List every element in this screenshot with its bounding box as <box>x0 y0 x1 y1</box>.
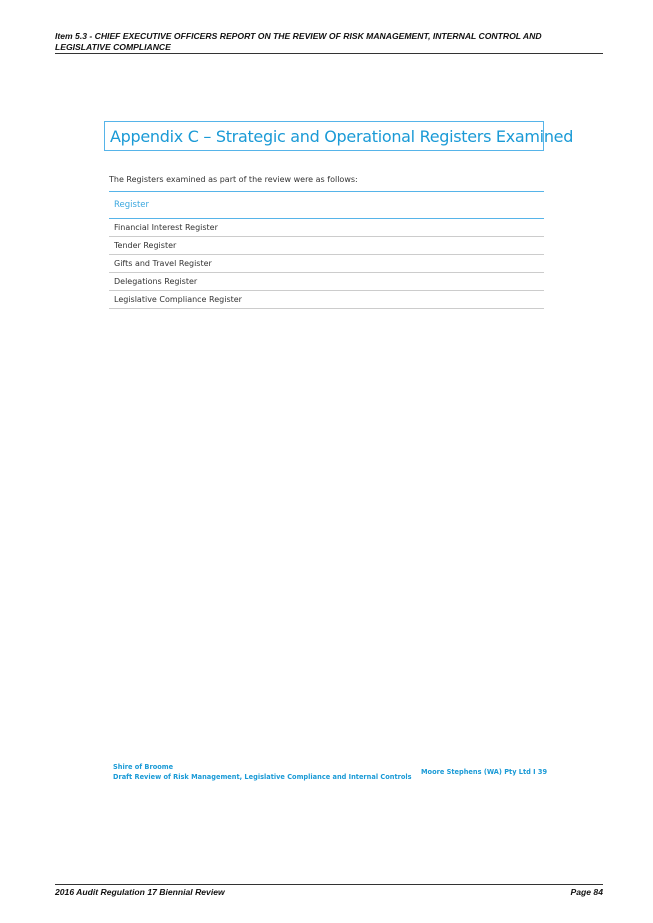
table-row: Legislative Compliance Register <box>109 291 544 309</box>
appendix-title: Appendix C – Strategic and Operational Registers Examined <box>110 126 574 146</box>
registers-table <box>109 191 544 309</box>
appendix-intro: The Registers examined as part of the review were as follows: <box>109 175 358 184</box>
footer-firm-page: Moore Stephens (WA) Pty Ltd I 39 <box>421 768 548 776</box>
appendix-title-box <box>104 121 574 151</box>
page-footer-left <box>113 762 412 782</box>
page-number: Page 84 <box>570 887 603 897</box>
header-line-1: Item 5.3 - CHIEF EXECUTIVE OFFICERS REPORT ON THE REVIEW OF RISK MANAGEMENT, INTERNAL CONTROL AND <box>55 31 542 41</box>
agenda-item-header <box>55 31 603 54</box>
footer-org: Shire of Broome <box>113 763 174 771</box>
table-header-register: Register <box>109 192 544 219</box>
table-row: Financial Interest Register <box>109 219 544 237</box>
table-row: Tender Register <box>109 237 544 255</box>
bottom-footer-left: 2016 Audit Regulation 17 Biennial Review <box>55 887 225 897</box>
bottom-footer <box>55 884 603 897</box>
footer-doc-title: Draft Review of Risk Management, Legislative Compliance and Internal Controls <box>113 773 412 781</box>
table-row: Gifts and Travel Register <box>109 255 544 273</box>
table-row: Delegations Register <box>109 273 544 291</box>
header-line-2: LEGISLATIVE COMPLIANCE <box>55 41 171 52</box>
